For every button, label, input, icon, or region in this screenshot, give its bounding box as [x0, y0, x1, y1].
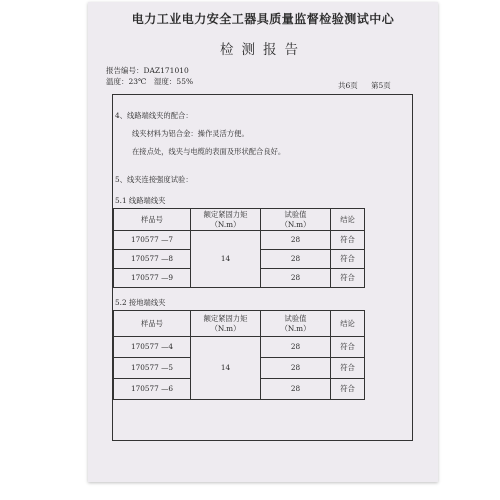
- section-4-line-1: 线夹材料为铝合金：操作灵活方便。: [132, 129, 249, 138]
- header-test-label: 试验值: [284, 314, 307, 324]
- test-value-cell: 28: [261, 231, 331, 250]
- result-cell: 符合: [331, 337, 365, 358]
- section-4-title: 4、线路端线夹的配合：: [115, 111, 193, 120]
- table-header-row: [114, 209, 365, 231]
- report-title: 检测报告: [220, 42, 306, 58]
- section-4-line-2: 在接点处，线夹与电缆的表面及形状配合良好。: [132, 147, 286, 156]
- test-value-cell: 28: [261, 358, 331, 379]
- ground-clamp-table: [113, 310, 365, 400]
- sample-cell: 170577 —9: [114, 269, 191, 288]
- section-5-title: 5、线夹连接强度试验：: [115, 175, 193, 184]
- table-row: [114, 231, 365, 250]
- torque-cell: 14: [191, 337, 261, 400]
- test-value-cell: 28: [261, 269, 331, 288]
- line-clamp-table: [113, 208, 365, 288]
- header-torque-unit: （N.m）: [210, 219, 241, 229]
- sample-cell: 170577 —6: [114, 379, 191, 400]
- content-frame: [112, 94, 413, 441]
- sample-cell: 170577 —7: [114, 231, 191, 250]
- test-value-cell: 28: [261, 379, 331, 400]
- test-value-cell: 28: [261, 250, 331, 269]
- table-header-row: [114, 311, 365, 337]
- result-cell: 符合: [331, 379, 365, 400]
- header-torque: [191, 209, 261, 231]
- header-test-unit: （N.m）: [280, 323, 311, 333]
- page-number: 第5页: [371, 81, 391, 90]
- sample-cell: 170577 —5: [114, 358, 191, 379]
- header-torque-unit: （N.m）: [210, 323, 241, 333]
- header-result: 结论: [331, 209, 365, 231]
- header-result: 结论: [331, 311, 365, 337]
- header-test-unit: （N.m）: [280, 219, 311, 229]
- header-sample: 样品号: [114, 311, 191, 337]
- result-cell: 符合: [331, 358, 365, 379]
- header-torque: [191, 311, 261, 337]
- header-test-label: 试验值: [284, 210, 307, 220]
- section-5-1-title: 5.1 线路端线夹: [115, 196, 166, 205]
- organization-title: 电力工业电力安全工器具质量监督检验测试中心: [131, 12, 395, 26]
- header-torque-label: 额定紧固力矩: [203, 314, 248, 324]
- header-torque-label: 额定紧固力矩: [203, 210, 248, 220]
- test-value-cell: 28: [261, 337, 331, 358]
- sample-cell: 170577 —4: [114, 337, 191, 358]
- result-cell: 符合: [331, 269, 365, 288]
- temperature-humidity: 温度：23℃ 湿度：55%: [106, 77, 194, 86]
- torque-cell: 14: [191, 231, 261, 288]
- table-row: [114, 337, 365, 358]
- report-number: 报告编号：DAZ171010: [106, 66, 189, 75]
- sample-cell: 170577 —8: [114, 250, 191, 269]
- header-test: [261, 311, 331, 337]
- result-cell: 符合: [331, 231, 365, 250]
- result-cell: 符合: [331, 250, 365, 269]
- header-sample: 样品号: [114, 209, 191, 231]
- header-test: [261, 209, 331, 231]
- total-pages: 共6页: [338, 81, 358, 90]
- report-page: [88, 2, 438, 482]
- section-5-2-title: 5.2 接地端线夹: [115, 298, 166, 307]
